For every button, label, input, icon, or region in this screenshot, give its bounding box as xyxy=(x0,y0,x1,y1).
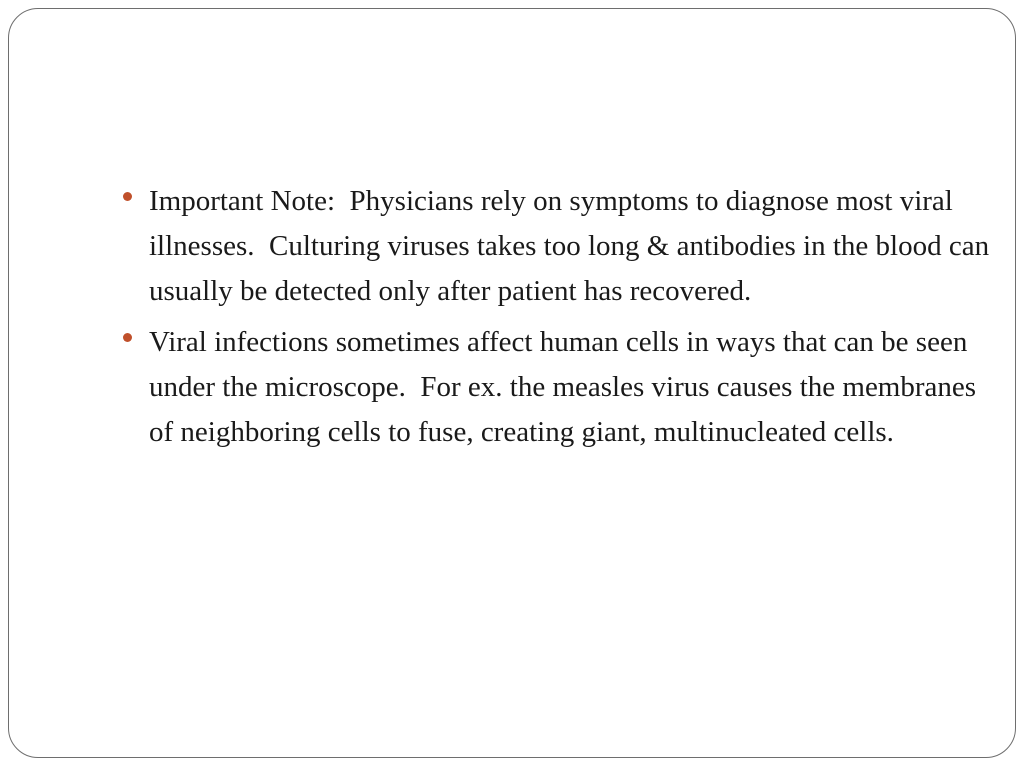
bullet-dot-icon xyxy=(123,192,132,201)
bullet-item xyxy=(119,179,999,314)
bullet-item xyxy=(119,320,999,455)
bullet-text: Viral infections sometimes affect human cells in ways that can be seen under the microscope. For ex. the measles virus causes the membranes of neighboring cells to fuse, creating giant, multinucleated cells. xyxy=(149,326,984,448)
bullet-text: Important Note: Physicians rely on symptoms to diagnose most viral illnesses. Culturing viruses takes too long & antibodies in the blood can usually be detected only after patient has recovered. xyxy=(149,185,997,307)
bullet-dot-icon xyxy=(123,333,132,342)
slide-frame xyxy=(8,8,1016,758)
bullet-list xyxy=(119,179,999,461)
